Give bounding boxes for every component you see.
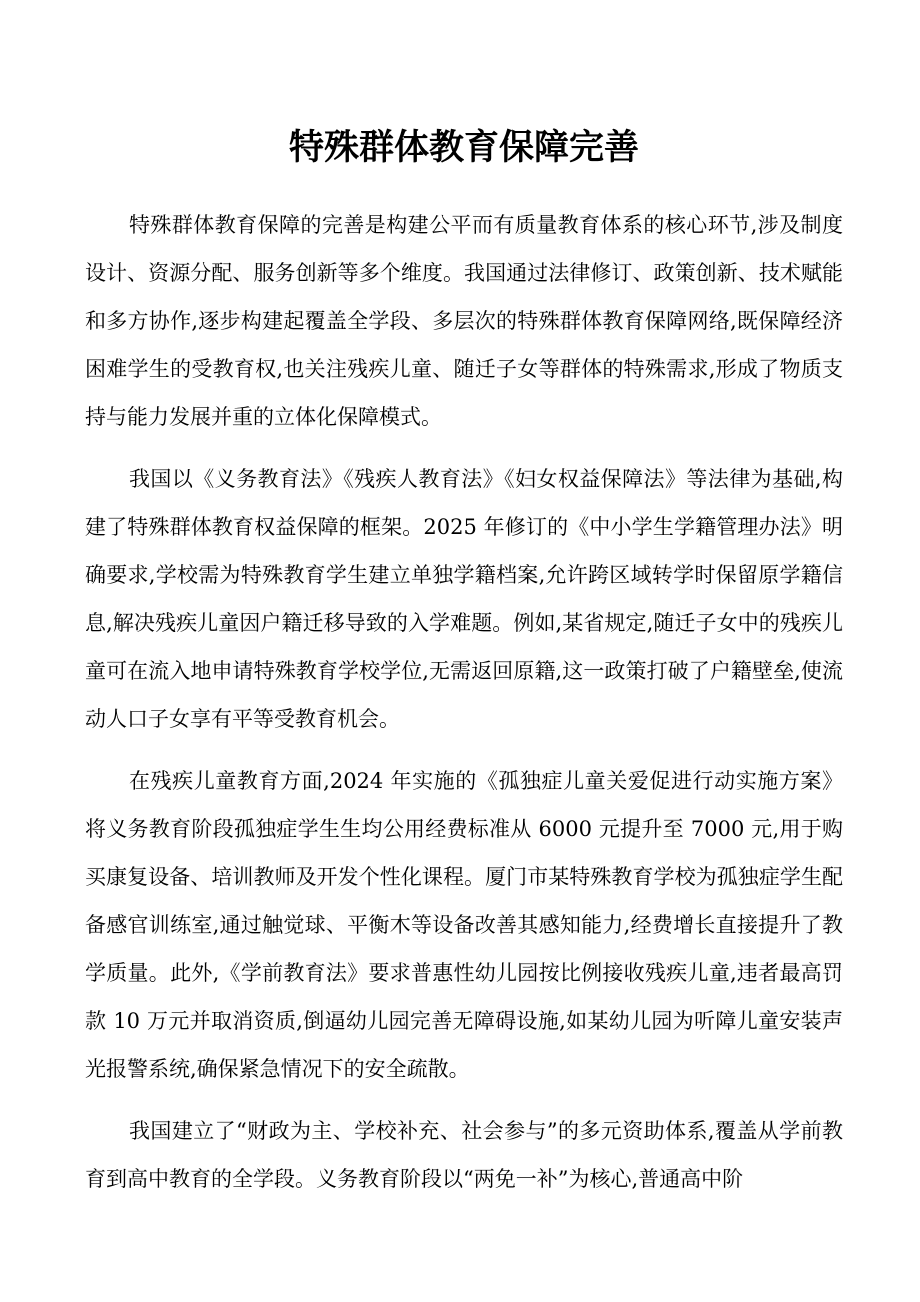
paragraph-funding-system: 我国建立了“财政为主、学校补充、社会参与”的多元资助体系,覆盖从学前教育到高中教育的全学段。义务教育阶段以“两免一补”为核心,普通高中阶 — [85, 1119, 843, 1191]
paragraph-legal-framework: 我国以《义务教育法》《残疾人教育法》《妇女权益保障法》等法律为基础,构建了特殊群体教育权益保障的框架。2025 年修订的《中小学生学籍管理办法》明确要求,学校需为特殊教育学生建立单独学籍档案,允许跨区域转学时保留原学籍信息,解决残疾儿童因户籍迁移导致的入学难题。例如,某省规定,随迁子女中的残疾儿童可在流入地申请特殊教育学校学位,无需返回原籍,这一政策打破了户籍壁垒,使流动人口子女享有平等受教育机会。 — [85, 467, 843, 731]
document-body — [85, 201, 843, 1203]
paragraph-disabled-children-education: 在残疾儿童教育方面,2024 年实施的《孤独症儿童关爱促进行动实施方案》将义务教育阶段孤独症学生生均公用经费标准从 6000 元提升至 7000 元,用于购买康复设备、培训教师及开发个性化课程。厦门市某特殊教育学校为孤独症学生配备感官训练室,通过触觉球、平衡木等设备改善其感知能力,经费增长直接提升了教学质量。此外,《学前教育法》要求普惠性幼儿园按比例接收残疾儿童,违者最高罚款 10 万元并取消资质,倒逼幼儿园完善无障碍设施,如某幼儿园为听障儿童安装声光报警系统,确保紧急情况下的安全疏散。 — [85, 769, 843, 1081]
paragraph-overview: 特殊群体教育保障的完善是构建公平而有质量教育体系的核心环节,涉及制度设计、资源分配、服务创新等多个维度。我国通过法律修订、政策创新、技术赋能和多方协作,逐步构建起覆盖全学段、多层次的特殊群体教育保障网络,既保障经济困难学生的受教育权,也关注残疾儿童、随迁子女等群体的特殊需求,形成了物质支持与能力发展并重的立体化保障模式。 — [85, 213, 843, 429]
document-title: 特殊群体教育保障完善 — [288, 128, 639, 168]
